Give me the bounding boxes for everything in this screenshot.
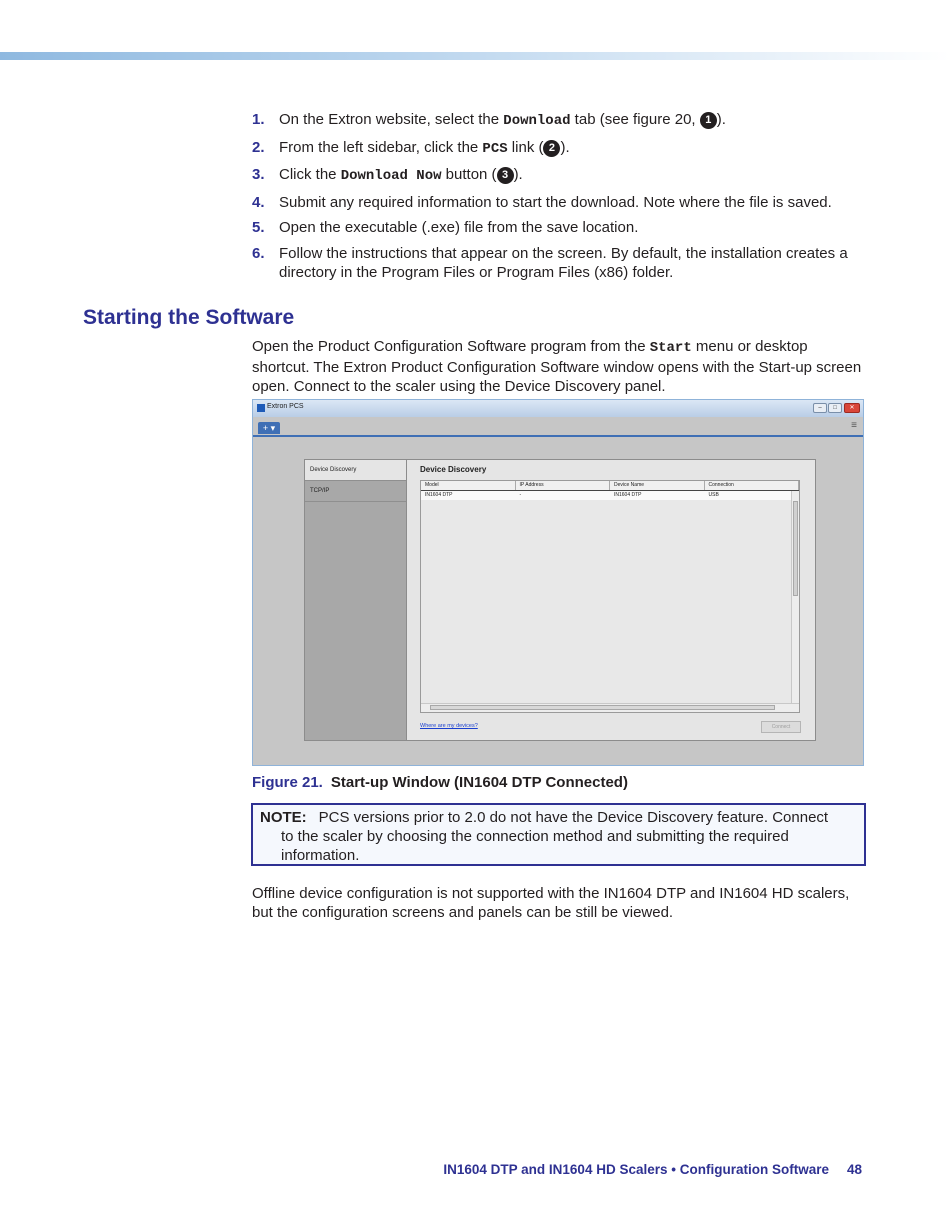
step-text: Submit any required information to start the download. Note where the file is saved. xyxy=(279,193,832,211)
scroll-thumb[interactable] xyxy=(793,501,798,596)
step-text: ). xyxy=(716,111,726,128)
where-are-my-devices-link[interactable]: Where are my devices? xyxy=(420,723,478,729)
callout-number: 1 xyxy=(700,112,717,129)
startup-window-screenshot xyxy=(252,399,864,766)
step-text: On the Extron website, select the xyxy=(279,111,504,128)
step-3 xyxy=(252,165,872,187)
hamburger-menu-icon[interactable]: ≡ xyxy=(851,420,857,431)
code-term: Start xyxy=(649,340,692,356)
column-header-connection[interactable]: Connection xyxy=(705,481,800,490)
new-tab-button[interactable]: + ▾ xyxy=(258,422,280,434)
intro-text: menu or desktop shortcut. The Extron Product Configuration Software window opens with the Start-up screen open. Connect to the scaler using the Device Discovery panel. xyxy=(252,338,862,395)
code-term: Download xyxy=(503,113,571,129)
sidebar-item-tcpip[interactable]: TCP/IP xyxy=(305,481,406,502)
step-text: Follow the instructions that appear on the screen. By default, the installation creates a directory in the Program Files or Program Files (x86) folder. xyxy=(279,244,848,281)
step-number: 4. xyxy=(252,193,265,211)
step-2 xyxy=(252,138,872,160)
column-header-model[interactable]: Model xyxy=(421,481,516,490)
maximize-icon[interactable]: □ xyxy=(828,403,842,413)
table-cell: IN1604 DTP xyxy=(614,492,642,498)
step-text: ). xyxy=(513,166,523,183)
step-text: Open the executable (.exe) file from the save location. xyxy=(279,219,639,236)
callout-number: 2 xyxy=(543,140,560,157)
panel-sidebar xyxy=(305,460,407,740)
step-text: Click the xyxy=(279,166,341,183)
vertical-scrollbar[interactable] xyxy=(791,491,799,704)
window-title: Extron PCS xyxy=(267,403,304,410)
code-term: Download Now xyxy=(340,168,442,184)
table-row[interactable] xyxy=(421,491,799,500)
app-icon xyxy=(257,404,265,412)
figure-label: Figure 21. xyxy=(252,774,323,791)
column-header-ip-address[interactable]: IP Address xyxy=(516,481,611,490)
minimize-icon[interactable]: – xyxy=(813,403,827,413)
close-icon[interactable]: ✕ xyxy=(844,403,860,413)
step-text: link ( xyxy=(507,138,544,156)
step-text: From the left sidebar, click the xyxy=(279,138,483,156)
device-discovery-panel xyxy=(304,459,816,741)
page-number: 48 xyxy=(846,1162,862,1177)
figure-caption xyxy=(252,774,628,791)
note-label: NOTE: xyxy=(260,809,307,826)
install-steps xyxy=(252,110,872,289)
table-header xyxy=(421,481,799,491)
app-toolbar xyxy=(253,417,863,437)
panel-title: Device Discovery xyxy=(420,465,487,474)
step-number: 2. xyxy=(252,138,265,156)
step-number: 1. xyxy=(252,111,265,128)
step-4 xyxy=(252,193,872,213)
step-number: 5. xyxy=(252,219,265,236)
step-6 xyxy=(252,244,872,283)
table-cell: USB xyxy=(708,492,719,498)
step-text: button ( xyxy=(441,166,497,183)
note-box xyxy=(251,803,866,866)
step-number: 3. xyxy=(252,166,265,183)
note-text: PCS versions prior to 2.0 do not have the Device Discovery feature. Connect to the scaler by choosing the connection method and submitting the required information. xyxy=(281,809,829,864)
section-title: Starting the Software xyxy=(83,306,295,329)
intro-text: Open the Product Configuration Software program from the xyxy=(252,338,650,355)
connect-button[interactable]: Connect xyxy=(761,721,801,733)
window-titlebar xyxy=(253,400,863,417)
sidebar-item-device-discovery[interactable]: Device Discovery xyxy=(305,460,406,481)
page-footer xyxy=(443,1162,862,1177)
step-5 xyxy=(252,218,872,238)
column-header-device-name[interactable]: Device Name xyxy=(610,481,705,490)
step-text: ). xyxy=(560,138,570,156)
step-1 xyxy=(252,110,872,132)
header-band xyxy=(0,52,950,60)
horizontal-scrollbar[interactable] xyxy=(421,703,799,712)
scroll-thumb[interactable] xyxy=(430,705,775,710)
intro-paragraph xyxy=(252,337,862,396)
device-table xyxy=(420,480,800,713)
table-cell: - xyxy=(519,492,522,498)
table-cell: IN1604 DTP xyxy=(425,492,453,498)
figure-title: Start-up Window (IN1604 DTP Connected) xyxy=(330,774,628,791)
step-text: tab (see figure 20, xyxy=(570,111,700,128)
footer-title: IN1604 DTP and IN1604 HD Scalers • Configuration Software xyxy=(443,1162,829,1177)
offline-paragraph: Offline device configuration is not supported with the IN1604 DTP and IN1604 HD scalers, but the configuration screens and panels can be still be viewed. xyxy=(252,885,850,921)
step-number: 6. xyxy=(252,244,265,262)
callout-number: 3 xyxy=(497,167,514,184)
code-term: PCS xyxy=(482,140,508,157)
